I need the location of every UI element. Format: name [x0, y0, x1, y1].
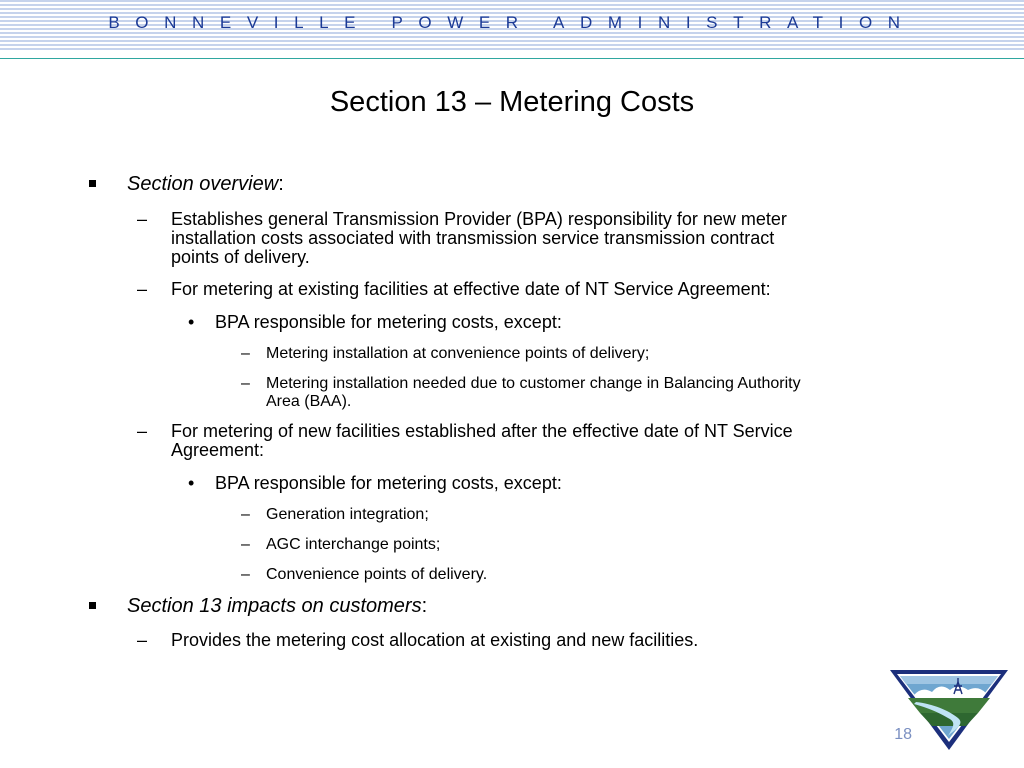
- item3-sub-c: Convenience points of delivery.: [266, 566, 488, 583]
- dash-bullet-icon: –: [137, 421, 148, 441]
- overview-heading-text: Section overview: [127, 173, 279, 195]
- header-divider: [0, 58, 1024, 59]
- square-bullet-icon: [89, 602, 96, 609]
- item2-sub-a: Metering installation at convenience points of delivery;: [266, 345, 650, 362]
- item3-sub: BPA responsible for metering costs, except:: [215, 473, 562, 493]
- overview-colon: :: [278, 173, 284, 195]
- item3-sub-a: Generation integration;: [266, 506, 429, 523]
- banner-title: BONNEVILLE POWER ADMINISTRATION: [108, 13, 916, 32]
- square-bullet-icon: [89, 180, 96, 187]
- overview-heading: [127, 173, 284, 196]
- item3-line1: For metering of new facilities established after the effective date of NT Service: [171, 421, 793, 441]
- dash-bullet-icon: –: [137, 209, 148, 229]
- item2-sub: BPA responsible for metering costs, except:: [215, 312, 562, 332]
- item3-line2: Agreement:: [171, 440, 265, 460]
- impacts-heading: [127, 595, 427, 618]
- bpa-logo-icon: [888, 668, 1010, 752]
- impacts-colon: :: [421, 595, 428, 617]
- dash-bullet-icon: –: [241, 345, 250, 362]
- dash-bullet-icon: –: [137, 630, 148, 650]
- impacts-heading-text: Section 13 impacts on customers: [127, 595, 422, 617]
- item1-line3: points of delivery.: [171, 247, 310, 267]
- page-number: 18: [894, 726, 912, 743]
- item2-sub-b-line2: Area (BAA).: [266, 393, 352, 410]
- dash-bullet-icon: –: [241, 375, 250, 392]
- dash-bullet-icon: –: [137, 279, 148, 299]
- item1-line1: Establishes general Transmission Provider (BPA) responsibility for new meter: [171, 209, 787, 229]
- item3-sub-b: AGC interchange points;: [266, 536, 441, 553]
- header-banner: [0, 0, 1024, 50]
- dash-bullet-icon: –: [241, 566, 250, 583]
- item1-line2: installation costs associated with transmission service transmission contract: [171, 228, 775, 248]
- item2-sub-b-line1: Metering installation needed due to customer change in Balancing Authority: [266, 375, 801, 392]
- dash-bullet-icon: –: [241, 506, 250, 523]
- dash-bullet-icon: –: [241, 536, 250, 553]
- dot-bullet-icon: •: [188, 312, 195, 332]
- dot-bullet-icon: •: [188, 473, 195, 493]
- item2-text: For metering at existing facilities at effective date of NT Service Agreement:: [171, 279, 771, 299]
- slide-title: Section 13 – Metering Costs: [329, 86, 695, 118]
- impacts-item: Provides the metering cost allocation at existing and new facilities.: [171, 630, 699, 650]
